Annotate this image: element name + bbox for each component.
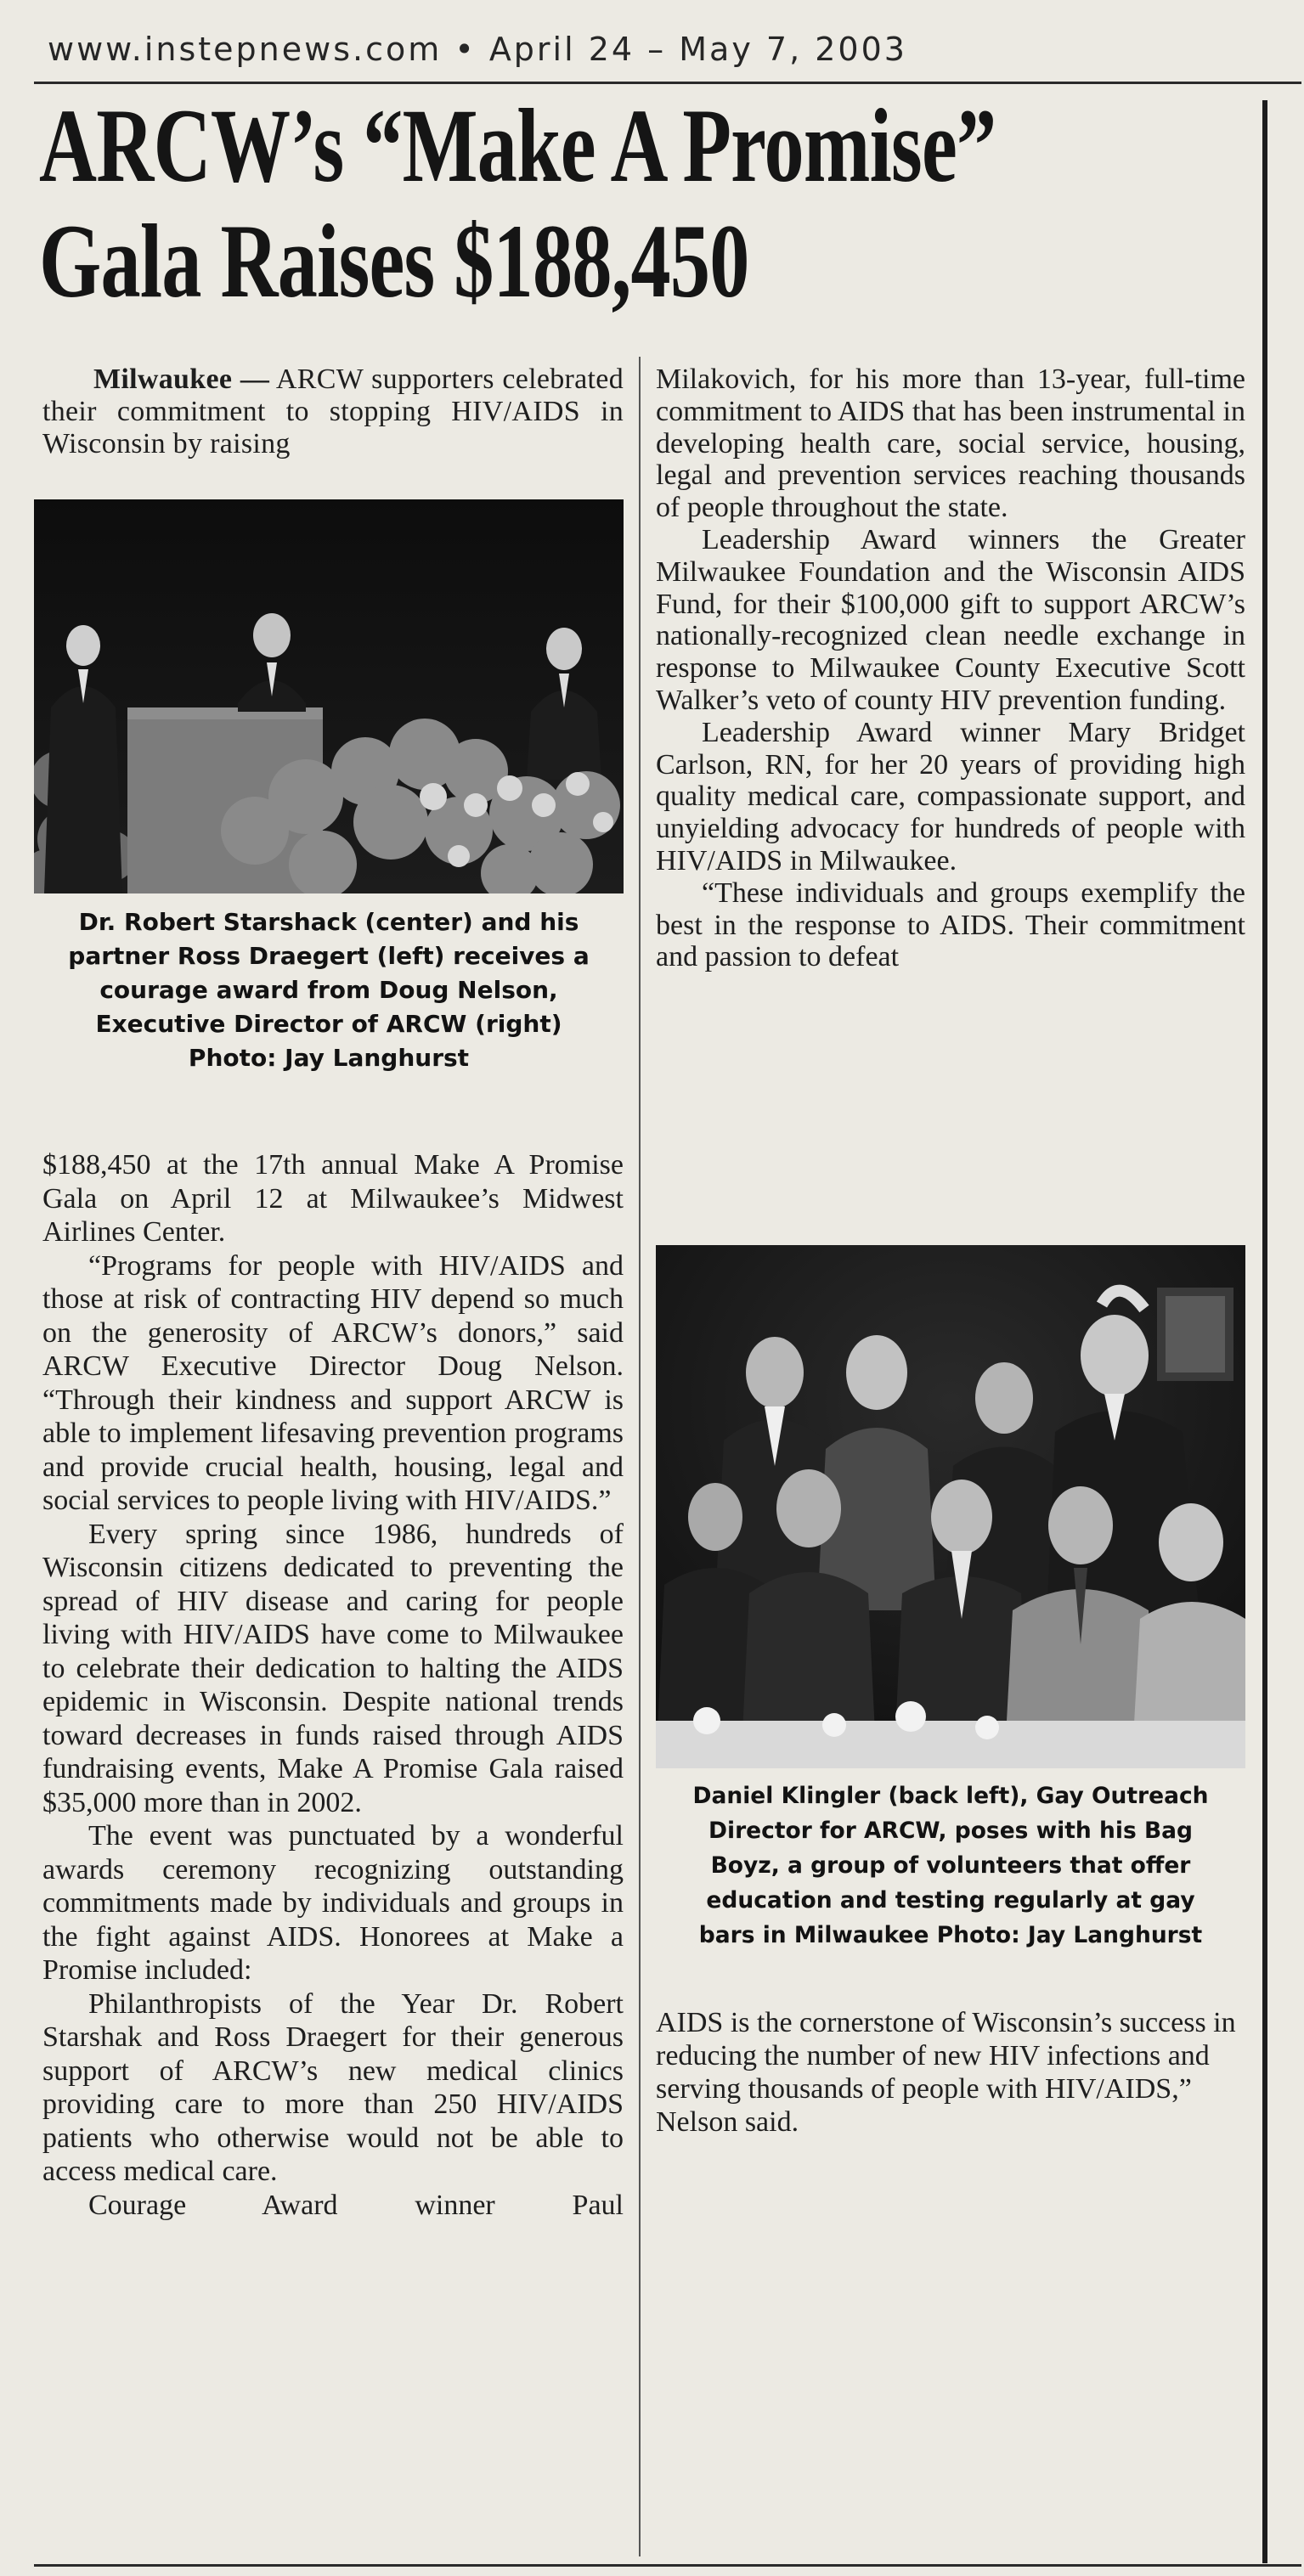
caption2-line-4: education and testing regularly at gay [706,1887,1195,1914]
caption1-line-4: Executive Director of ARCW (right) [95,1010,562,1038]
caption2-line-2: Director for ARCW, poses with his Bag [708,1818,1193,1844]
caption1-line-5: Photo: Jay Langhurst [188,1044,470,1072]
award-photo-caption [34,905,624,1075]
right-column-body [656,364,1245,973]
award-photo [34,499,624,893]
left-paragraph-1: $188,450 at the 17th annual Make A Promise Gala on April 12 at Milwaukee’s Midwest Airlines Center. [42,1149,624,1248]
bottom-rule [34,2564,1301,2567]
lead-paragraph [42,364,624,460]
volunteers-photo [656,1245,1245,1768]
lead-text [42,364,624,460]
left-paragraph-5: Philanthropists of the Year Dr. Robert Starshak and Ross Draegert for their generous support of ARCW’s new medical clinics providing care to more than 250 HIV/AIDS patients who otherwise would not be able to access medical care. [42,1987,624,2187]
headline [39,87,996,319]
headline-line-1: ARCW’s “Make A Promise” [39,87,996,204]
left-paragraph-2: “Programs for people with HIV/AIDS and those at risk of contracting HIV depend so much on the generosity of ARCW’s donors,” said ARCW Executive Director Doug Nelson. “Through their kindness and support ARCW is able to implement lifesaving prevention programs and provide crucial health, housing, legal and social services to people living with HIV/AIDS.” [42,1249,624,1516]
volunteers-photo-caption [656,1778,1245,1953]
caption2-line-1: Daniel Klingler (back left), Gay Outreach [692,1783,1209,1809]
caption1-line-2: partner Ross Draegert (left) receives a [68,942,590,970]
right-paragraph-4: “These individuals and groups exemplify the best in the response to AIDS. Their commitment and passion to defeat [656,877,1245,973]
right-paragraph-1: Milakovich, for his more than 13-year, full-time commitment to AIDS that has been instrumental in developing health care, social service, housing, legal and prevention services reaching thousands of people throughout the state. [656,364,1245,524]
left-paragraph-3: Every spring since 1986, hundreds of Wisconsin citizens dedicated to preventing the spread of HIV disease and caring for people living with HIV/AIDS have come to Milwaukee to celebrate their dedication to halting the AIDS epidemic in Wisconsin. Despite national trends toward decreases in funds raised through AIDS fundraising events, Make A Promise Gala raised $35,000 more than in 2002. [42,1518,624,1818]
right-paragraph-3: Leadership Award winner Mary Bridget Carlson, RN, for her 20 years of providing high quality medical care, compassionate support, and unyielding advocacy for hundreds of people with HIV/AIDS in Milwaukee. [656,716,1245,877]
right-column-continuation [656,2006,1245,2139]
column-divider [639,357,641,2556]
right-rule [1262,100,1267,2563]
left-paragraph-6: Courage Award winner Paul [88,2189,624,2221]
left-paragraph-4: The event was punctuated by a wonderful awards ceremony recognizing outstanding commitments made by individuals and groups in the fight against AIDS. Honorees at Make a Promise included: [42,1820,624,1986]
award-photo-image [34,499,624,893]
right-paragraph-5: AIDS is the cornerstone of Wisconsin’s success in reducing the number of new HIV infections and serving thousands of people with HIV/AIDS,” Nelson said. [656,2007,1236,2138]
dateline: Milwaukee — [93,364,270,395]
headline-line-2: Gala Raises $188,450 [39,203,749,319]
folio-line: www.instepnews.com • April 24 – May 7, 2003 [48,31,907,68]
right-paragraph-2: Leadership Award winners the Greater Milwaukee Foundation and the Wisconsin AIDS Fund, for their $100,000 gift to support ARCW’s nationally-recognized clean needle exchange in response to Milwaukee County Executive Scott Walker’s veto of county HIV prevention funding. [656,523,1245,716]
caption1-line-1: Dr. Robert Starshack (center) and his [78,908,579,936]
top-rule [34,82,1301,84]
volunteers-photo-image [656,1245,1245,1768]
caption2-line-5: bars in Milwaukee Photo: Jay Langhurst [698,1922,1203,1948]
lead-body: ARCW supporters celebrated their commitment to stopping HIV/AIDS in Wisconsin by raising [42,364,624,459]
caption2-line-3: Boyz, a group of volunteers that offer [710,1852,1191,1879]
caption1-line-3: courage award from Doug Nelson, [99,976,558,1004]
left-column-body [42,1148,624,2222]
